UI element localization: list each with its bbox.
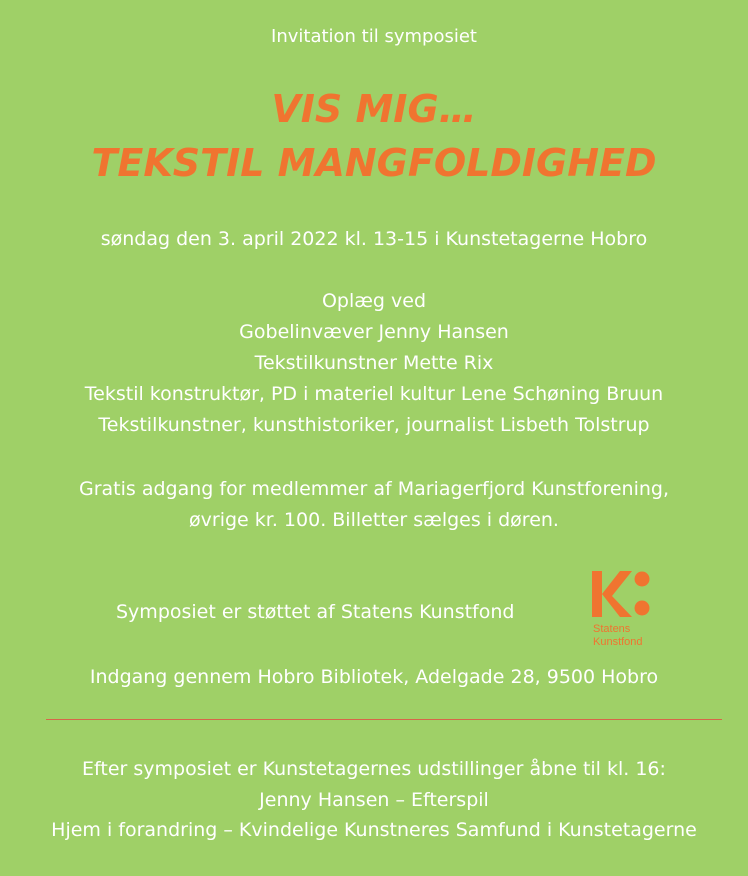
entrance-text: Indgang gennem Hobro Bibliotek, Adelgade 28, 9500 Hobro <box>89 666 659 688</box>
speaker-item: Tekstil konstruktør, PD i materiel kultur Lene Schøning Bruun <box>84 383 664 405</box>
admission-line-2: øvrige kr. 100. Billetter sælges i døren. <box>189 509 559 531</box>
statens-kunstfond-logo <box>588 569 652 649</box>
title-line-2: TEKSTIL MANGFOLDIGHED <box>91 141 657 185</box>
title-line-1: VIS MIG… <box>271 87 477 131</box>
speaker-item: Tekstilkunstner, kunsthistoriker, journalist Lisbeth Tolstrup <box>98 414 650 436</box>
speakers-heading: Oplæg ved <box>321 290 427 312</box>
k-logo-icon <box>588 569 652 649</box>
logo-text-statens: Statens <box>593 623 631 635</box>
invitation-kicker: Invitation til symposiet <box>271 26 477 47</box>
speaker-item: Gobelinvæver Jenny Hansen <box>239 321 509 343</box>
after-line-3: Hjem i forandring – Kvindelige Kunstneres Samfund i Kunstetagerne <box>51 819 697 841</box>
support-text: Symposiet er støttet af Statens Kunstfond <box>116 601 515 623</box>
after-line-1: Efter symposiet er Kunstetagernes udstillinger åbne til kl. 16: <box>82 758 666 780</box>
speaker-item: Tekstilkunstner Mette Rix <box>254 352 494 374</box>
event-date-location: søndag den 3. april 2022 kl. 13-15 i Kunstetagerne Hobro <box>100 228 648 250</box>
admission-line-1: Gratis adgang for medlemmer af Mariagerfjord Kunstforening, <box>78 478 670 500</box>
after-line-2: Jenny Hansen – Efterspil <box>259 789 489 811</box>
divider <box>46 719 722 720</box>
logo-text-kunstfond: Kunstfond <box>593 636 643 648</box>
